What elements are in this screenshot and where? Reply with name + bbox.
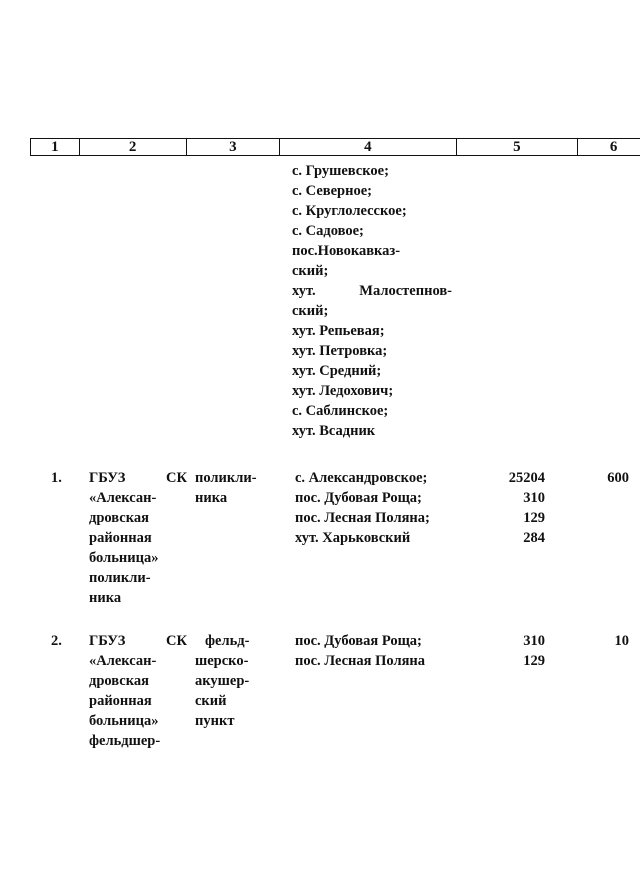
- settlement-line-justified: [292, 281, 452, 301]
- org-line: районная: [89, 530, 152, 546]
- row-1-type: [195, 468, 257, 508]
- settlement-line: с. Садовое;: [292, 223, 364, 239]
- row-2-settlements: [295, 631, 425, 671]
- population-value: 129: [523, 510, 545, 526]
- settlement-line: пос.Новокавказ-: [292, 243, 401, 259]
- settlement-word: Малостепнов-: [359, 283, 452, 299]
- org-line: «Алексан-: [89, 490, 157, 506]
- row-1-number: 1.: [51, 470, 62, 486]
- settlement-line: пос. Лесная Поляна: [295, 653, 426, 669]
- population-value: 310: [523, 490, 545, 506]
- org-line: дровская: [89, 510, 149, 526]
- settlement-line: хут. Всадник: [292, 423, 376, 439]
- settlement-line: пос. Дубовая Роща;: [295, 490, 422, 506]
- settlement-line: хут. Харьковский: [295, 530, 411, 546]
- row-1-capacity: 600: [607, 470, 629, 486]
- settlement-word: хут.: [292, 283, 316, 299]
- org-line: «Алексан-: [89, 653, 157, 669]
- row-2-organization: [89, 631, 187, 751]
- row-1-settlements: [295, 468, 430, 548]
- row-1-population: [480, 468, 545, 548]
- settlement-line: с. Александровское;: [295, 470, 428, 486]
- org-line: дровская: [89, 673, 149, 689]
- settlement-line: с. Саблинское;: [292, 403, 389, 419]
- header-col-2: 2: [80, 139, 187, 155]
- settlement-line: пос. Лесная Поляна;: [295, 510, 430, 526]
- population-value: 310: [523, 633, 545, 649]
- header-col-1: 1: [31, 139, 80, 155]
- settlement-line: ский;: [292, 263, 329, 279]
- org-first-line: [89, 631, 187, 651]
- org-word: ГБУЗ: [89, 633, 126, 649]
- settlement-line: с. Круглолесское;: [292, 203, 407, 219]
- type-line: акушер-: [195, 673, 250, 689]
- row-2-capacity: 10: [614, 633, 629, 649]
- org-line: больница»: [89, 713, 159, 729]
- type-line: поликли-: [195, 470, 257, 486]
- org-word: ГБУЗ: [89, 470, 126, 486]
- org-line: фельдшер-: [89, 733, 161, 749]
- settlement-line: хут. Репьевая;: [292, 323, 385, 339]
- population-value: 25204: [508, 470, 545, 486]
- org-first-line: [89, 468, 187, 488]
- row-2-number: 2.: [51, 633, 62, 649]
- org-word: СК: [166, 470, 187, 486]
- settlement-line: хут. Ледохович;: [292, 383, 394, 399]
- type-line: шерско-: [195, 653, 249, 669]
- type-line: ский: [195, 693, 227, 709]
- org-line: больница»: [89, 550, 159, 566]
- type-line: фельд-: [205, 633, 250, 649]
- type-line: пункт: [195, 713, 235, 729]
- table-header-row: [30, 138, 640, 156]
- settlement-line: хут. Петровка;: [292, 343, 388, 359]
- row-2-population: [480, 631, 545, 671]
- settlement-line: с. Грушевское;: [292, 163, 389, 179]
- header-col-4: 4: [280, 139, 456, 155]
- population-value: 129: [523, 653, 545, 669]
- org-word: СК: [166, 633, 187, 649]
- settlement-line: ский;: [292, 303, 329, 319]
- settlement-line: с. Северное;: [292, 183, 372, 199]
- org-line: районная: [89, 693, 152, 709]
- org-line: поликли-: [89, 570, 151, 586]
- continuation-settlements: [292, 161, 452, 441]
- header-col-3: 3: [187, 139, 281, 155]
- row-1-organization: [89, 468, 187, 608]
- settlement-line: хут. Средний;: [292, 363, 382, 379]
- header-col-5: 5: [457, 139, 579, 155]
- org-line: ника: [89, 590, 122, 606]
- settlement-line: пос. Дубовая Роща;: [295, 633, 422, 649]
- population-value: 284: [523, 530, 545, 546]
- row-2-type: [195, 631, 249, 731]
- type-line: ника: [195, 490, 228, 506]
- header-col-6: 6: [609, 139, 618, 155]
